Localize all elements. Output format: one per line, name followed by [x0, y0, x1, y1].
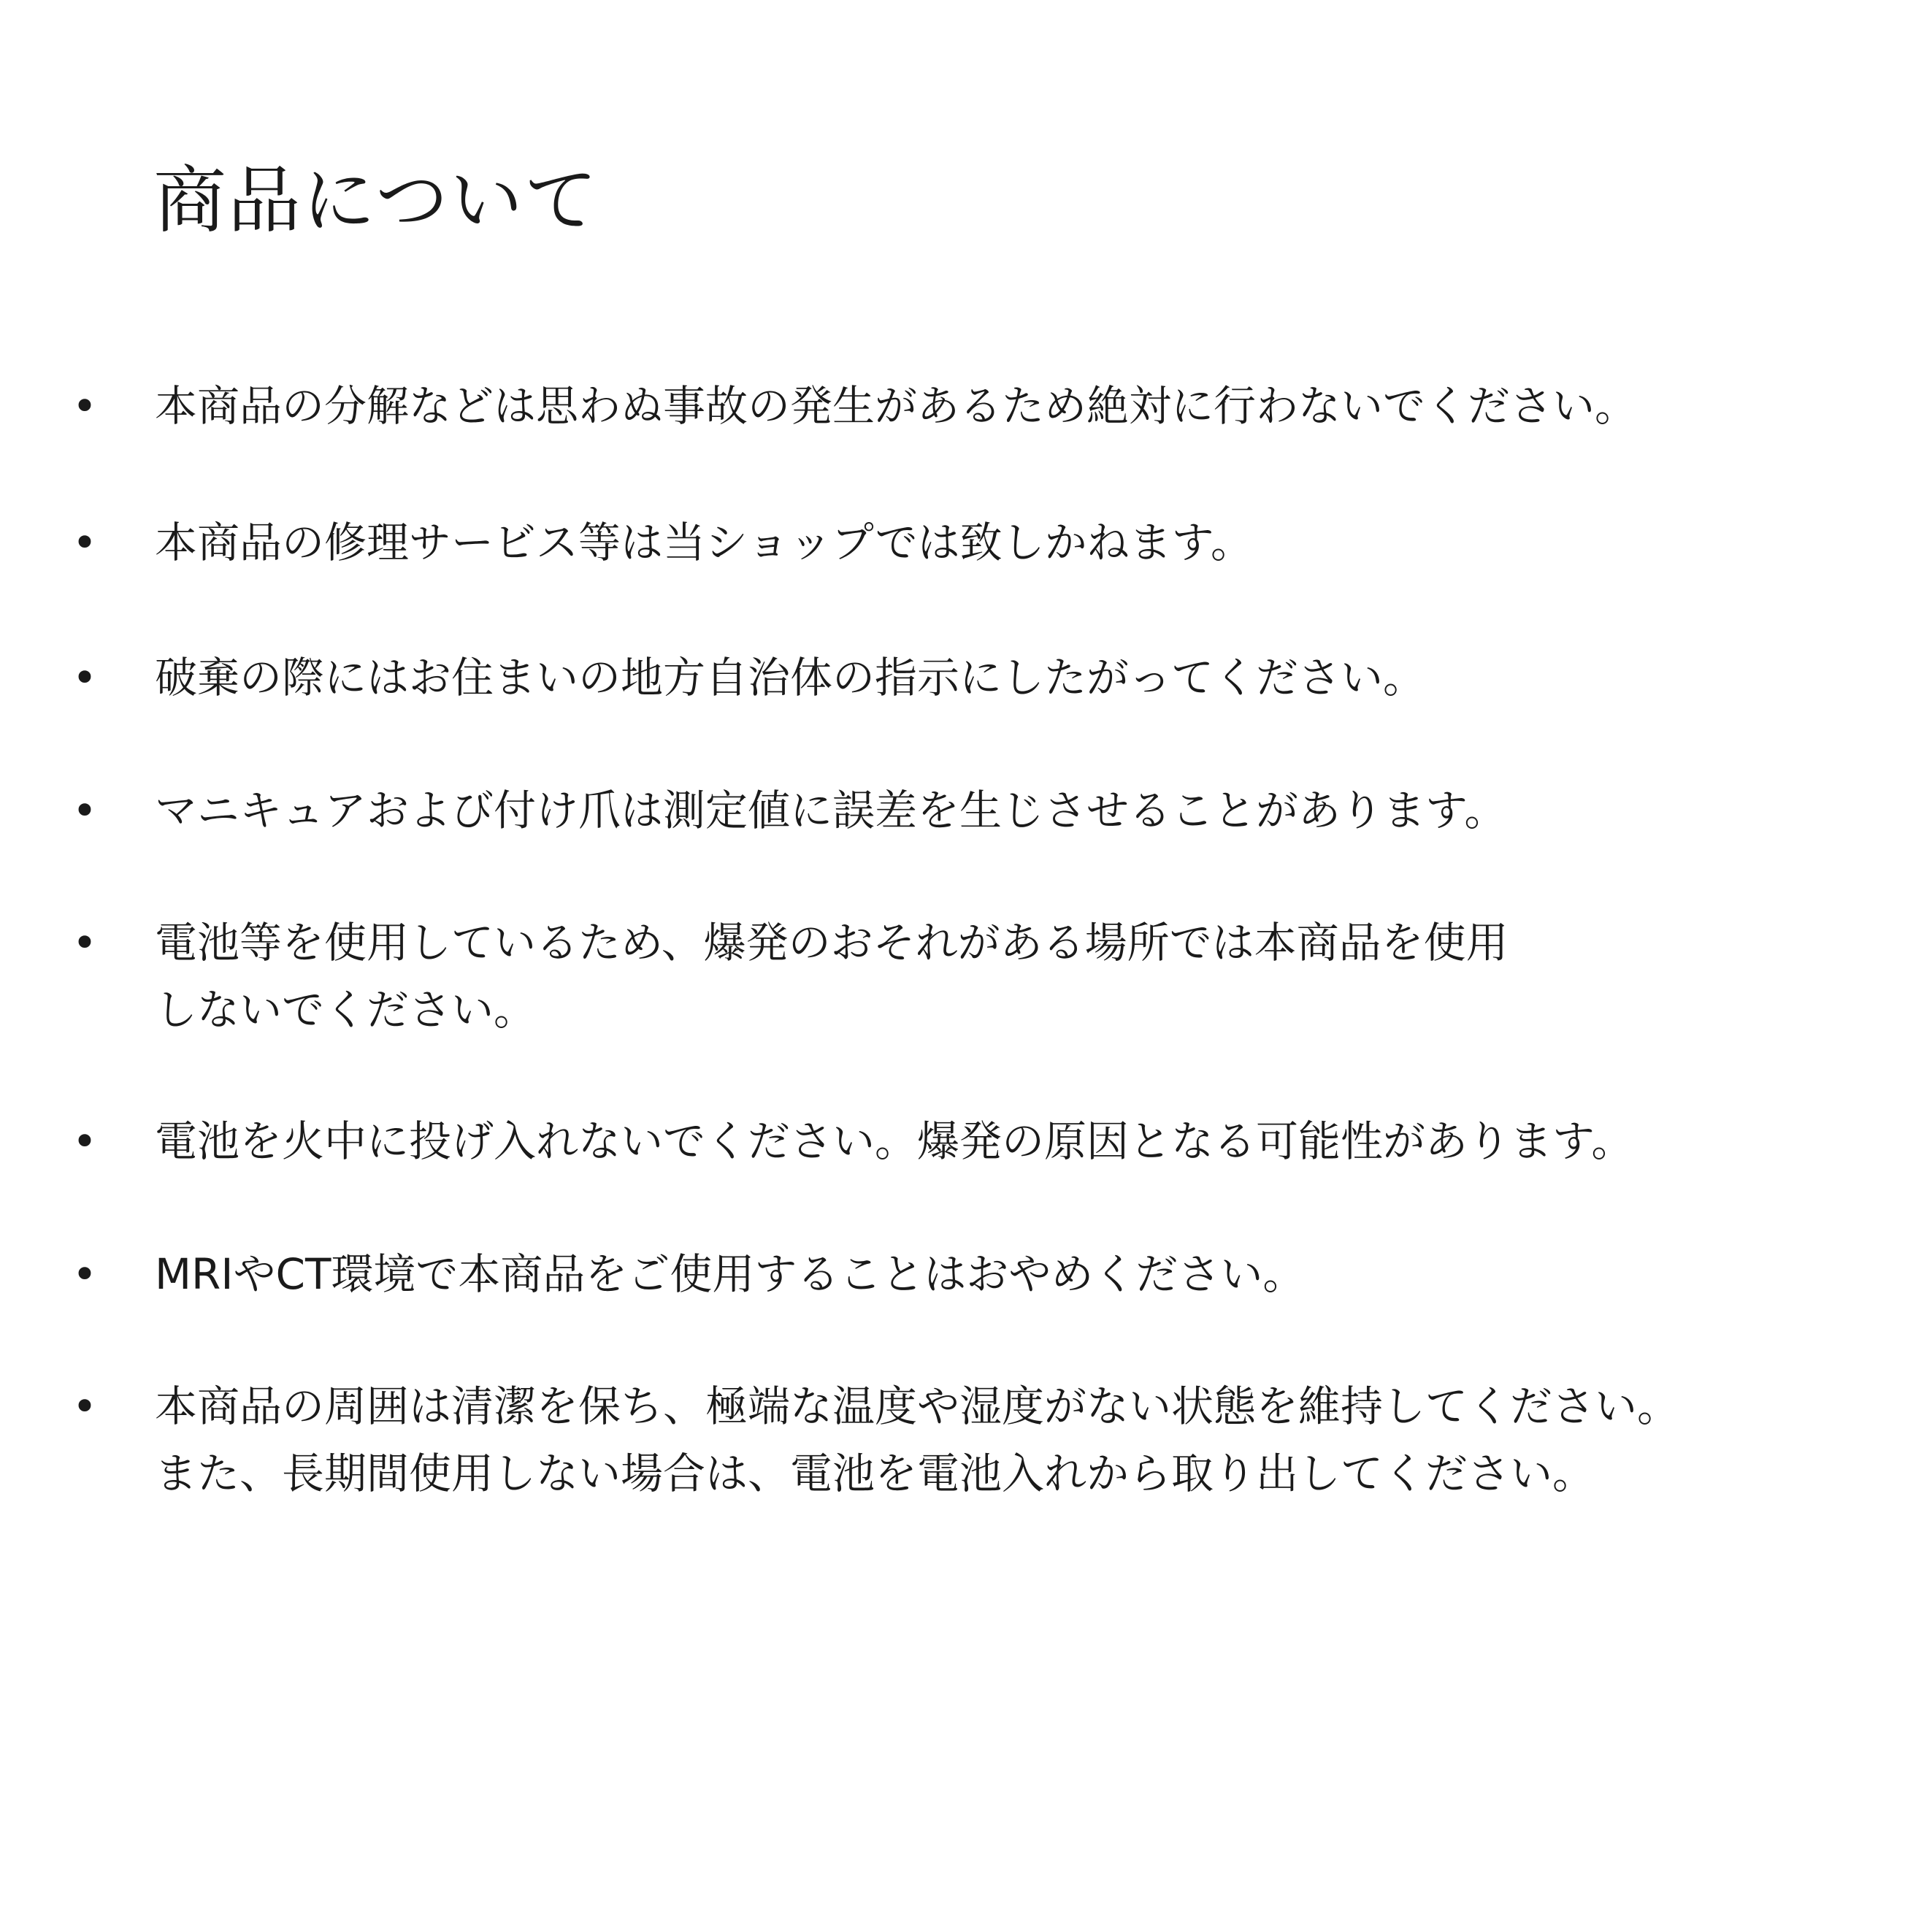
notice-line: 本商品の周囲は清潔を保ち、極端な温度や湿度がない状態を維持してください。 — [155, 1381, 1680, 1431]
notice-line: 電池を火中に投げ入れないでください。爆発の原因となる可能性があります。 — [155, 1116, 1634, 1166]
bullet-icon: • — [72, 381, 98, 431]
bullet-icon: • — [72, 518, 98, 567]
bullet-icon: • — [72, 1381, 98, 1431]
notice-line: しないでください。 — [155, 985, 537, 1035]
notice-line: 破棄の際にはお住まいの地方自治体の指示にしたがってください。 — [155, 653, 1426, 702]
bullet-icon: • — [72, 918, 98, 967]
notice-line: マニキュアおよび付け爪は測定値に誤差を生じさせることがあります。 — [155, 786, 1507, 835]
notice-line: また、長期間使用しない場合は、電池を電池入れから取り出してください。 — [155, 1449, 1595, 1498]
notice-text — [155, 509, 1907, 576]
notice-text — [155, 777, 1907, 844]
notice-line: MRIやCT環境で本商品をご使用することはおやめください。 — [155, 1249, 1306, 1299]
bullet-icon: • — [72, 1116, 98, 1166]
page-title: 商品について — [153, 158, 599, 243]
notice-line: 本商品の修理サービス等は当ショップでは致しかねます。 — [155, 518, 1253, 567]
notice-text — [155, 909, 1907, 1043]
notice-line: 電池等を使用しているため、爆発のおそれがある場所では本商品を使用 — [155, 918, 1509, 967]
bullet-icon: • — [72, 786, 98, 835]
notice-text — [155, 1241, 1907, 1308]
notice-text — [155, 644, 1907, 711]
notice-text — [155, 1108, 1907, 1175]
bullet-icon: • — [72, 653, 98, 702]
notice-line: 本商品の分解などは思わぬ事故の発生があるため絶対に行わないでください。 — [155, 381, 1638, 431]
notice-text — [155, 1373, 1907, 1507]
notice-text — [155, 372, 1907, 440]
bullet-icon: • — [72, 1249, 98, 1299]
